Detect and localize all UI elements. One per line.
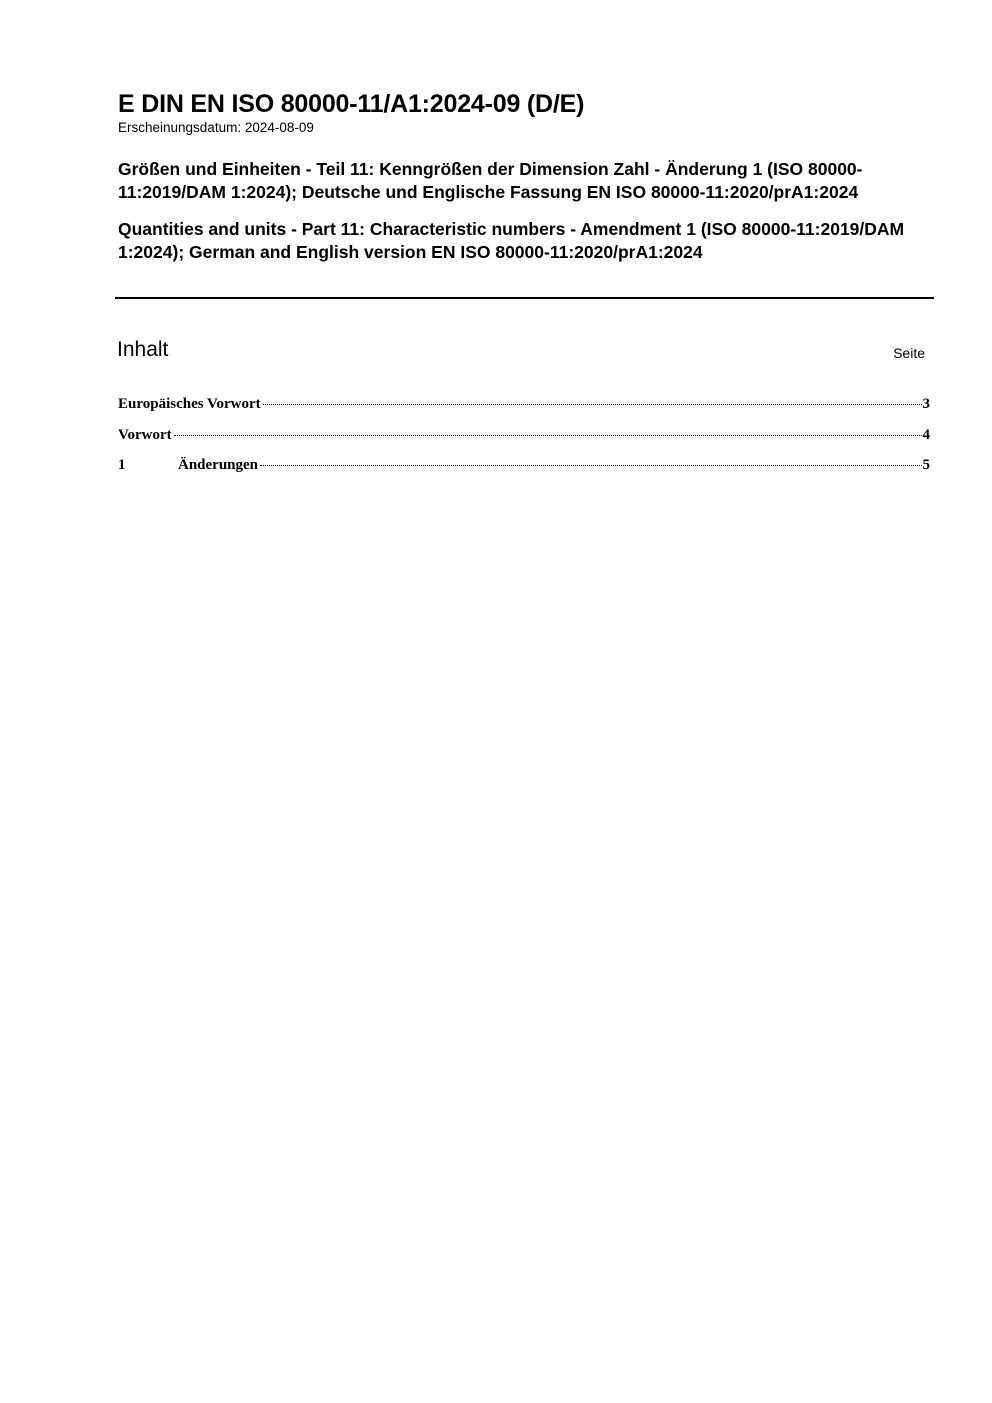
header-rule — [115, 297, 934, 299]
toc-dot-leader — [263, 404, 922, 405]
toc-entry-page: 5 — [922, 457, 930, 473]
title-english: Quantities and units - Part 11: Characteristic numbers - Amendment 1 (ISO 80000-11:2019/DAM 1:2024); German and English version EN ISO 80000-11:2020/prA1:2024 — [118, 219, 905, 262]
toc-entry-title: Europäisches Vorwort — [118, 396, 261, 412]
toc-entry-europaeisches-vorwort[interactable] — [118, 394, 930, 425]
toc-entry-aenderungen[interactable] — [118, 455, 930, 486]
toc-entry-title: Vorwort — [118, 426, 172, 443]
toc-page-label: Seite — [893, 345, 925, 361]
toc-entry-title: Änderungen — [178, 457, 259, 473]
issue-date: Erscheinungsdatum: 2024-08-09 — [118, 120, 314, 135]
toc-entry-page: 3 — [922, 396, 930, 412]
document-header — [118, 89, 934, 264]
toc-entry-page: 4 — [922, 426, 930, 443]
title-german: Größen und Einheiten - Teil 11: Kenngrößen der Dimension Zahl - Änderung 1 (ISO 80000-11:2019/DAM 1:2024); Deutsche und Englische Fassung EN ISO 80000-11:2020/prA1:2024 — [118, 159, 863, 202]
document-id: E DIN EN ISO 80000-11/A1:2024-09 (D/E) — [118, 90, 585, 118]
table-of-contents — [118, 394, 930, 486]
toc-dot-leader — [174, 435, 922, 436]
toc-entry-number: 1 — [118, 457, 126, 473]
toc-dot-leader — [260, 465, 921, 466]
toc-entry-vorwort[interactable] — [118, 425, 930, 456]
toc-heading: Inhalt — [117, 338, 169, 361]
